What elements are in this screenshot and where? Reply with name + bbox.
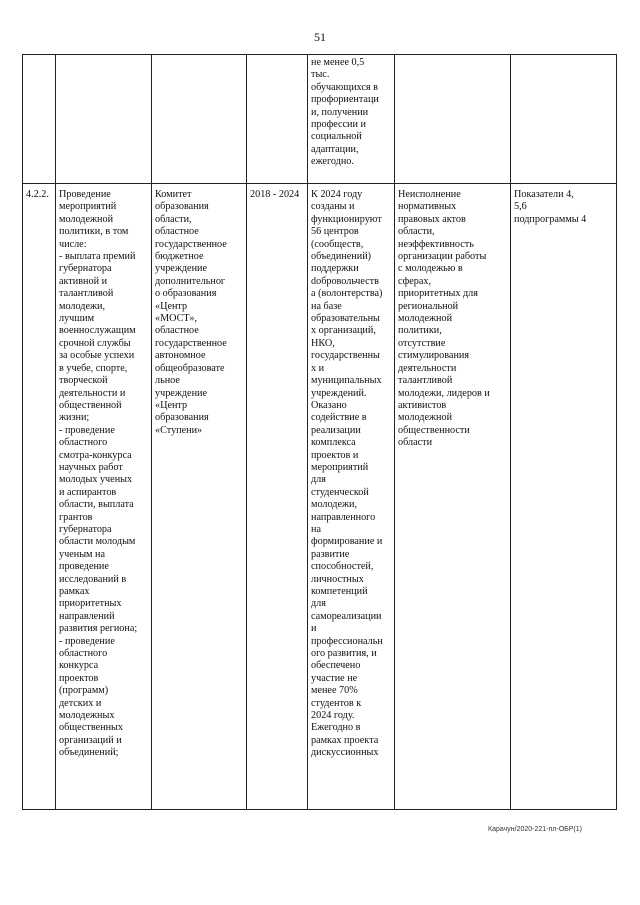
item-number: 4.2.2. bbox=[26, 189, 49, 200]
indicators-text: Показатели 4, 5,6 подпрограммы 4 bbox=[514, 189, 587, 225]
cell-indicators-empty bbox=[511, 55, 617, 184]
cell-period-empty bbox=[247, 55, 308, 184]
event-text: Проведение мероприятий молодежной политики, в том числе: - выплата премий губернатора активной и талантливой молодежи, лучшим военнослужащим срочной службы за особые успехи в учебе, спорте, творческой деятельности и общественной жизни; - проведение областного смотра-конкурса научных работ молодых ученых и аспирантов области, выплата грантов губернатора области молодым ученым на проведение исследований в рамках приоритетных направлений развития региона; - проведение областного конкурса проектов (программ) детских и молодежных общественных организаций и объединений; bbox=[59, 189, 138, 759]
cell-result bbox=[308, 184, 395, 810]
page-number: 51 bbox=[314, 30, 326, 44]
result-continued-text: не менее 0,5 тыс. обучающихся в профориентаци и, получении профессии и социальной адаптации, ежегодно. bbox=[311, 57, 379, 168]
cell-executor bbox=[152, 184, 247, 810]
cell-risks-empty bbox=[395, 55, 511, 184]
risks-text: Неисполнение нормативных правовых актов области, неэффективность организации работы с молодежью в сферах, приоритетных для региональной молодежной политики, отсутствие стимулирования деятельности талантливой молодежи, лидеров и активистов молодежной общественности области bbox=[398, 189, 490, 449]
result-text: К 2024 году созданы и функционируют 56 центров (сообществ, объединений) поддержки dобровольчеств а (волонтерства) на базе образовательны х организаций, НКО, государственны х и муниципальных учреждений. Оказано содействие в реализации комплекса проектов и мероприятий для студенческой молодежи, направленного на формирование и развитие способностей, личностных компетенций для самореализации и профессиональн ого развития, и обеспечено участие не менее 70% студентов к 2024 году. Ежегодно в рамках проекта дискуссионных bbox=[311, 189, 383, 759]
table-row-continued bbox=[23, 55, 617, 184]
cell-risks bbox=[395, 184, 511, 810]
cell-number-empty bbox=[23, 55, 56, 184]
footer-document-code: Карачун/2020-221-пл-ОБР(1) bbox=[488, 826, 582, 833]
cell-number bbox=[23, 184, 56, 810]
cell-result-continued bbox=[308, 55, 395, 184]
cell-event-empty bbox=[56, 55, 152, 184]
executor-text: Комитет образования области, областное государственное бюджетное учреждение дополнительног о образования «Центр «МОСТ», областное государственное автономное общеобразовате льное учреждение «Центр образования «Ступени» bbox=[155, 189, 227, 436]
period-text: 2018 - 2024 bbox=[250, 189, 300, 200]
table-row-4-2-2 bbox=[23, 184, 617, 810]
cell-indicators bbox=[511, 184, 617, 810]
cell-executor-empty bbox=[152, 55, 247, 184]
program-table bbox=[22, 54, 617, 810]
cell-event bbox=[56, 184, 152, 810]
cell-period bbox=[247, 184, 308, 810]
